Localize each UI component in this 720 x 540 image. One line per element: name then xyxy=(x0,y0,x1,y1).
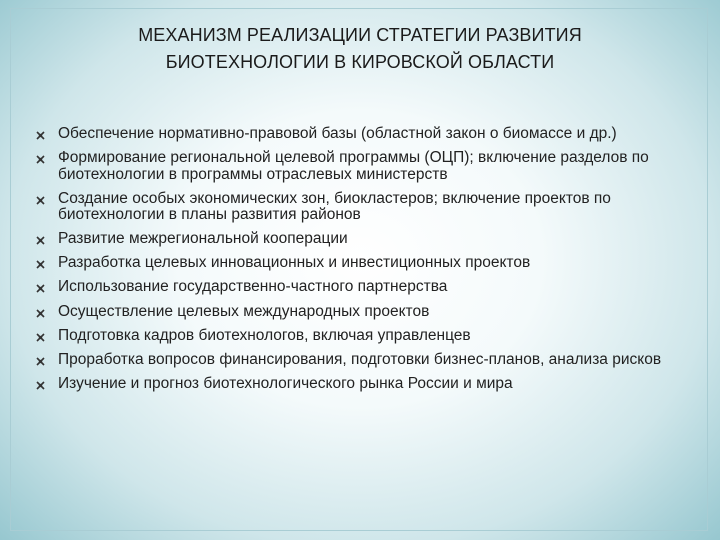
list-item-text: Разработка целевых инновационных и инвестиционных проектов xyxy=(58,254,531,272)
list-item xyxy=(36,352,698,369)
list-item xyxy=(36,279,698,296)
title-line-2: БИОТЕХНОЛОГИИ В КИРОВСКОЙ ОБЛАСТИ xyxy=(165,52,555,72)
cross-bullet-icon xyxy=(36,333,45,342)
list-item-text: Проработка вопросов финансирования, подготовки бизнес-планов, анализа рисков xyxy=(58,350,662,368)
list-item xyxy=(36,231,698,248)
cross-bullet-icon xyxy=(36,381,45,390)
list-item xyxy=(36,376,698,393)
cross-bullet-icon xyxy=(36,284,45,293)
cross-bullet-icon xyxy=(36,196,45,205)
list-item-text: Использование государственно-частного партнерства xyxy=(58,278,448,296)
list-item xyxy=(36,255,698,272)
cross-bullet-icon xyxy=(36,155,45,164)
list-item-text: Развитие межрегиональной кооперации xyxy=(58,230,348,248)
list-item xyxy=(36,328,698,345)
slide-title xyxy=(60,22,660,76)
cross-bullet-icon xyxy=(36,309,45,318)
title-line-1: МЕХАНИЗМ РЕАЛИЗАЦИИ СТРАТЕГИИ РАЗВИТИЯ xyxy=(138,25,582,45)
list-item xyxy=(36,150,698,183)
cross-bullet-icon xyxy=(36,357,45,366)
list-item-text: Осуществление целевых международных проектов xyxy=(58,302,430,320)
cross-bullet-icon xyxy=(36,236,45,245)
list-item xyxy=(36,304,698,321)
bullet-list xyxy=(36,126,698,400)
list-item-text: Создание особых экономических зон, биокластеров; включение проектов по биотехнологии в планы развития районов xyxy=(58,189,611,224)
list-item-text: Обеспечение нормативно-правовой базы (областной закон о биомассе и др.) xyxy=(58,125,617,142)
list-item-text: Формирование региональной целевой программы (ОЦП); включение разделов по биотехнологии в программы отраслевых министерств xyxy=(58,149,649,183)
list-item xyxy=(36,126,698,143)
list-item xyxy=(36,191,698,224)
cross-bullet-icon xyxy=(36,131,45,140)
list-item-text: Изучение и прогноз биотехнологического рынка России и мира xyxy=(58,374,513,392)
list-item-text: Подготовка кадров биотехнологов, включая управленцев xyxy=(58,326,471,344)
cross-bullet-icon xyxy=(36,260,45,269)
